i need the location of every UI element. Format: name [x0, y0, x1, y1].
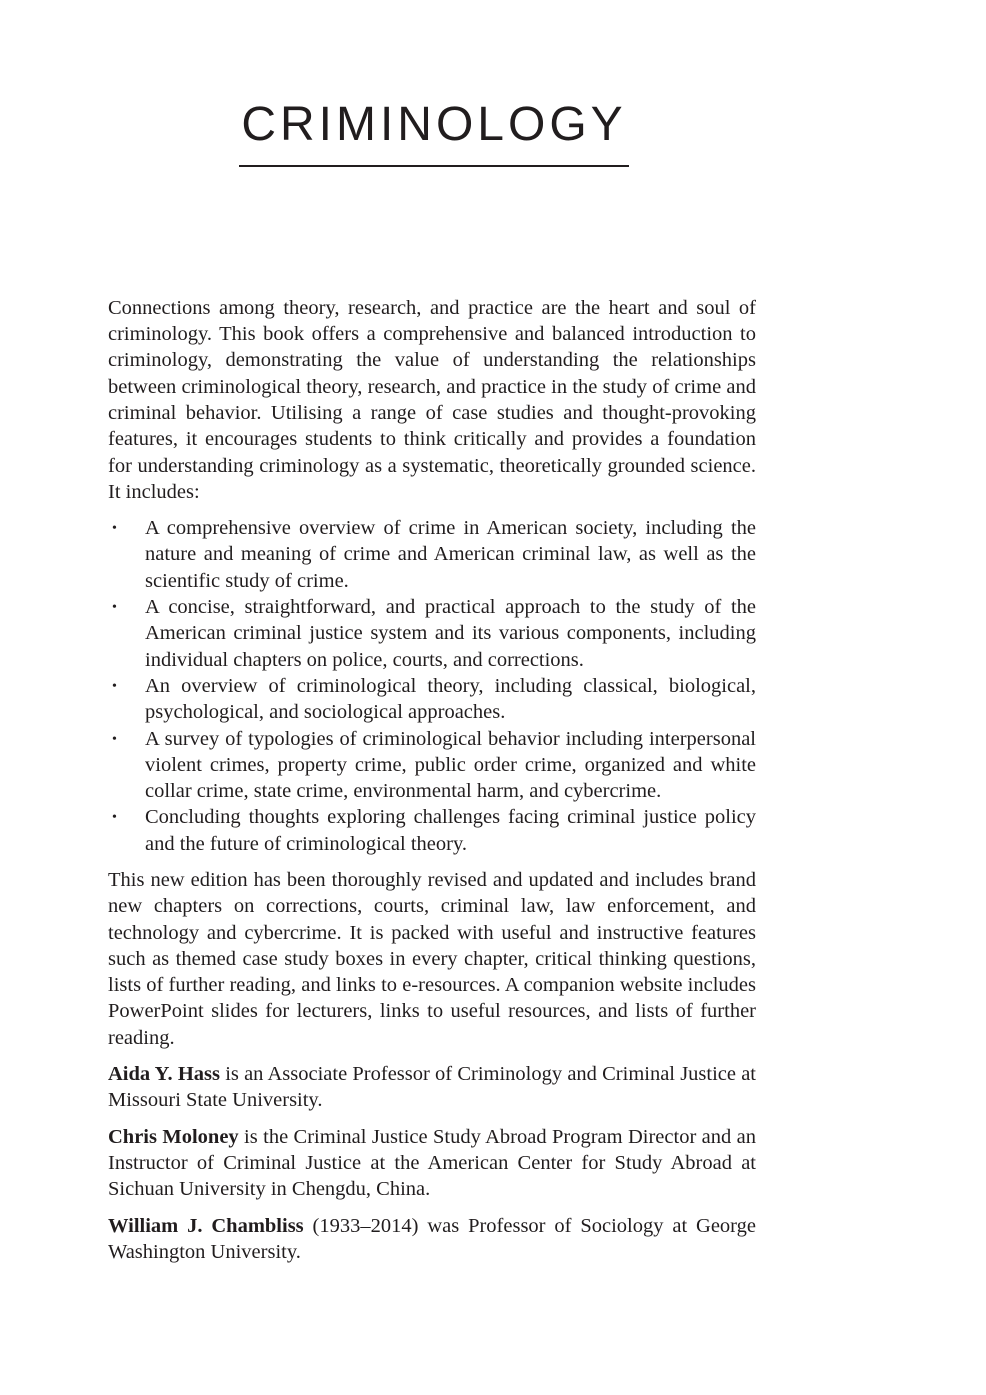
bullet-icon: •	[112, 810, 117, 826]
feature-item-text: An overview of criminological theory, including classical, biological, psychological, and sociological approaches.	[145, 674, 756, 724]
feature-item	[108, 594, 756, 673]
bullet-icon: •	[112, 521, 117, 537]
author-name: Aida Y. Hass	[108, 1063, 220, 1086]
author-bio: (1933–2014) was Professor of Sociology at George Washington University.	[108, 1214, 756, 1263]
feature-item	[108, 515, 756, 594]
page-body	[108, 295, 756, 1265]
feature-item	[108, 673, 756, 726]
book-title: CRIMINOLOGY	[239, 98, 628, 167]
author-paragraph	[108, 1213, 756, 1266]
title-block	[108, 0, 756, 167]
author-bio: is an Associate Professor of Criminology and Criminal Justice at Missouri State University.	[108, 1063, 756, 1112]
bullet-icon: •	[112, 731, 117, 747]
intro-paragraph: Connections among theory, research, and practice are the heart and soul of criminology. This book offers a comprehensive and balanced introduction to criminology, demonstrating the value of understanding the relationships between criminological theory, research, and practice in the study of crime and criminal behavior. Utilising a range of case studies and thought-provoking features, it encourages students to think critically and provides a foundation for understanding criminology as a systematic, theoretically grounded science. It includes:	[108, 296, 756, 503]
feature-list	[108, 515, 756, 857]
feature-item-text: A survey of typologies of criminological behavior including interpersonal violent crimes, property crime, public order crime, organized and white collar crime, state crime, environmental harm, and cybercrime.	[145, 727, 756, 803]
author-name: Chris Moloney	[108, 1125, 239, 1148]
author-bio: is the Criminal Justice Study Abroad Program Director and an Instructor of Criminal Justice at the American Center for Study Abroad at Sichuan University in Chengdu, China.	[108, 1125, 756, 1201]
edition-paragraph: This new edition has been thoroughly revised and updated and includes brand new chapters on corrections, courts, criminal law, law enforcement, and technology and cybercrime. It is packed with useful and instructive features such as themed case study boxes in every chapter, critical thinking questions, lists of further reading, and links to e-resources. A companion website includes PowerPoint slides for lecturers, links to useful resources, and lists of further reading.	[108, 868, 756, 1049]
author-paragraph	[108, 1124, 756, 1203]
feature-item-text: Concluding thoughts exploring challenges facing criminal justice policy and the future of criminological theory.	[145, 806, 756, 855]
feature-item-text: A concise, straightforward, and practical approach to the study of the American criminal justice system and its various components, including individual chapters on police, courts, and corrections.	[145, 596, 756, 671]
bullet-icon: •	[112, 600, 117, 616]
bullet-icon: •	[112, 678, 117, 694]
feature-item	[108, 804, 756, 857]
feature-item	[108, 726, 756, 805]
feature-item-text: A comprehensive overview of crime in American society, including the nature and meaning of crime and American criminal law, as well as the scientific study of crime.	[145, 517, 756, 592]
author-paragraph	[108, 1061, 756, 1114]
author-name: William J. Chambliss	[108, 1214, 304, 1237]
